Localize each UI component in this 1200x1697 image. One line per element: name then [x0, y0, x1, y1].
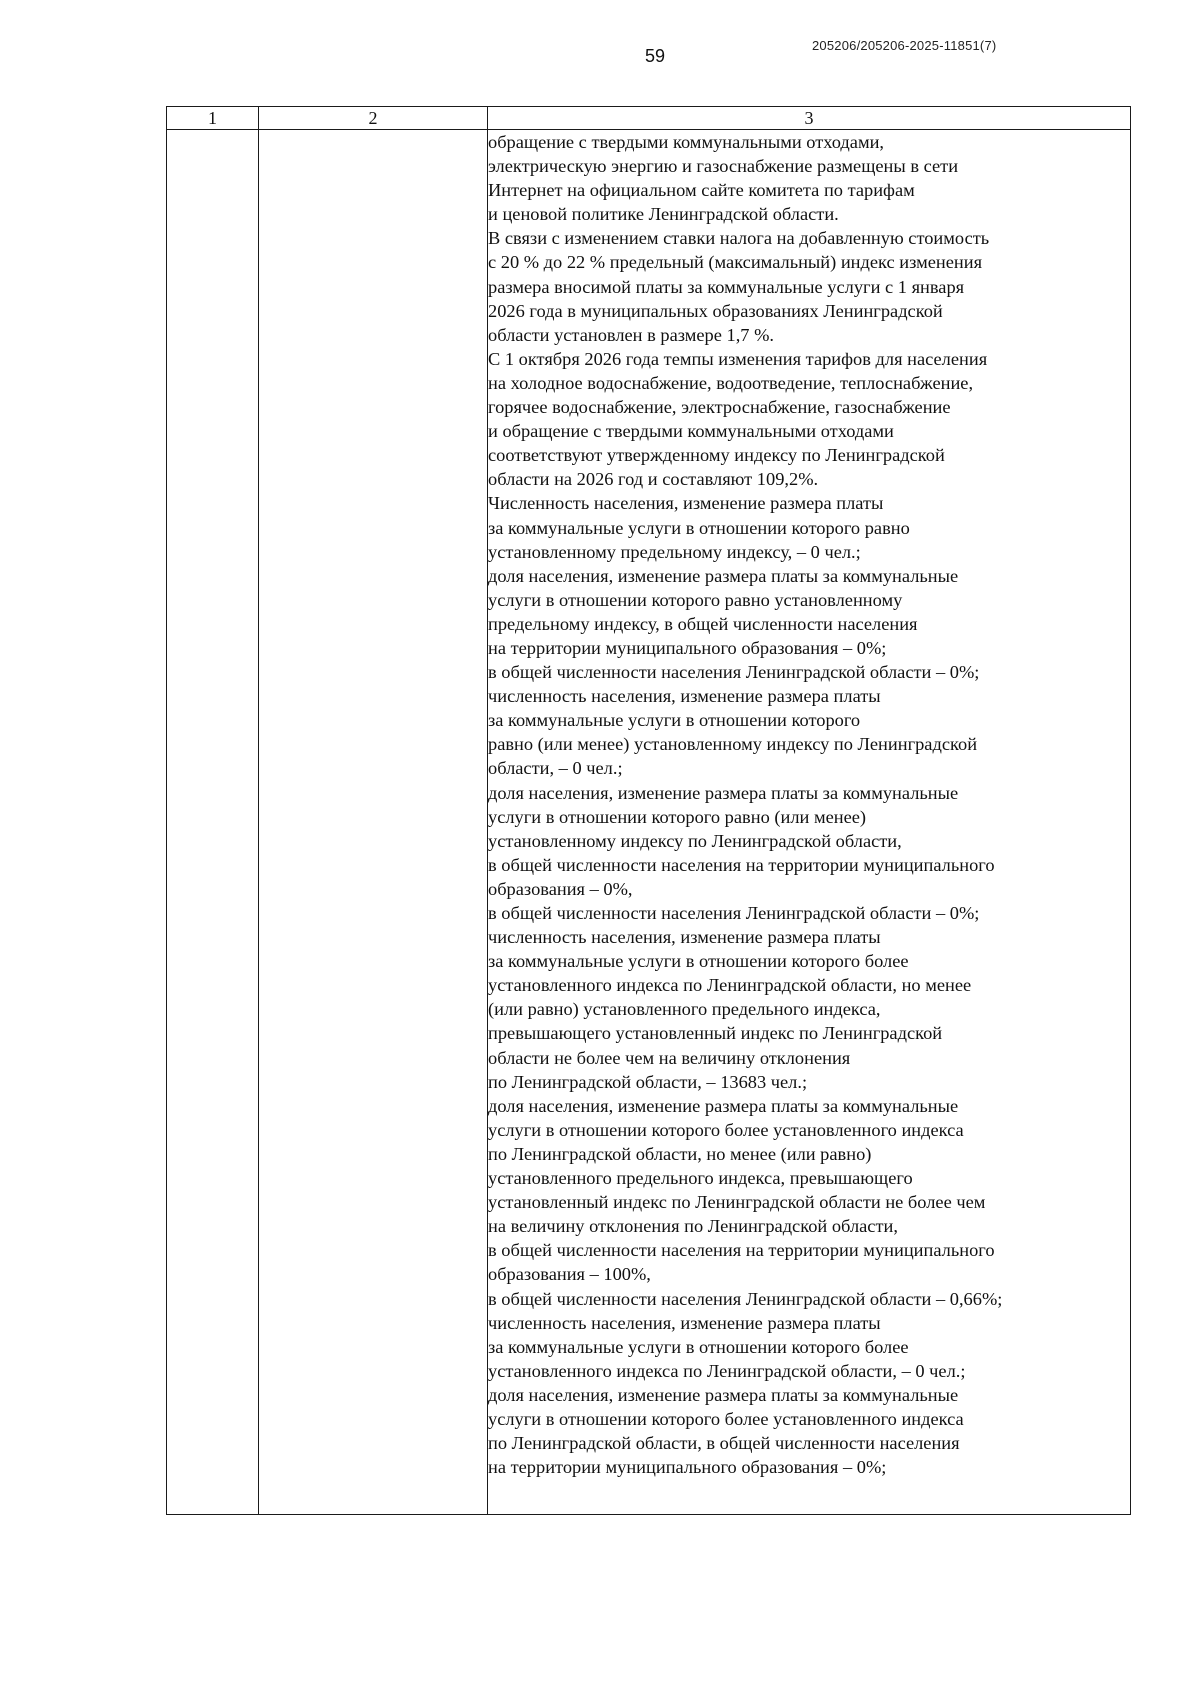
text-line: образования – 100%, [488, 1264, 651, 1285]
text-line: области не более чем на величину отклонения [488, 1047, 851, 1068]
text-line: Численность населения, изменение размера платы [488, 493, 884, 514]
text-line: за коммунальные услуги в отношении которого равно [488, 517, 910, 538]
text-line: В связи с изменением ставки налога на добавленную стоимость [488, 228, 990, 249]
text-line: области на 2026 год и составляют 109,2%. [488, 469, 819, 490]
text-line: установленного предельного индекса, превышающего [488, 1168, 913, 1189]
text-line: доля населения, изменение размера платы за коммунальные [488, 1095, 959, 1116]
text-line: в общей численности населения Ленинградской области – 0,66%; [488, 1288, 1003, 1309]
text-line: превышающего установленный индекс по Ленинградской [488, 1023, 943, 1044]
column-header-3: 3 [488, 107, 1131, 130]
text-line: образования – 0%, [488, 878, 633, 899]
text-line: области, – 0 чел.; [488, 758, 623, 779]
text-line: 2026 года в муниципальных образованиях Ленинградской [488, 300, 943, 321]
cell-column-3 [488, 130, 1131, 1515]
text-line: и обращение с твердыми коммунальными отходами [488, 421, 894, 442]
text-line: на холодное водоснабжение, водоотведение, теплоснабжение, [488, 372, 974, 393]
text-line: С 1 октября 2026 года темпы изменения тарифов для населения [488, 348, 988, 369]
text-line: численность населения, изменение размера платы [488, 686, 881, 707]
text-line: предельному индексу, в общей численности населения [488, 613, 918, 634]
text-line: и ценовой политике Ленинградской области. [488, 204, 839, 225]
text-line: численность населения, изменение размера платы [488, 1312, 881, 1333]
text-line: на территории муниципального образования – 0%; [488, 637, 887, 658]
text-line: установленному индексу по Ленинградской области, [488, 830, 902, 851]
text-line: с 20 % до 22 % предельный (максимальный) индекс изменения [488, 252, 983, 273]
text-line: размера вносимой платы за коммунальные услуги с 1 января [488, 276, 965, 297]
text-line: за коммунальные услуги в отношении которого [488, 710, 861, 731]
text-line: области установлен в размере 1,7 %. [488, 324, 775, 345]
text-line: доля населения, изменение размера платы за коммунальные [488, 1384, 959, 1405]
text-line: равно (или менее) установленному индексу по Ленинградской [488, 734, 978, 755]
text-line: за коммунальные услуги в отношении которого более [488, 1336, 909, 1357]
text-line: доля населения, изменение размера платы за коммунальные [488, 782, 959, 803]
text-line: Интернет на официальном сайте комитета по тарифам [488, 180, 915, 201]
text-line: в общей численности населения на территории муниципального [488, 854, 995, 875]
table-header-row [167, 107, 1131, 130]
cell-column-2 [259, 130, 488, 1515]
text-line: горячее водоснабжение, электроснабжение, газоснабжение [488, 397, 951, 418]
text-line: численность населения, изменение размера платы [488, 927, 881, 948]
text-line: услуги в отношении которого равно (или менее) [488, 806, 867, 827]
cell-column-1 [167, 130, 259, 1515]
text-line: установленный индекс по Ленинградской области не более чем [488, 1192, 986, 1213]
page-number: 59 [644, 46, 666, 66]
text-line: по Ленинградской области, но менее (или равно) [488, 1143, 872, 1164]
text-line: по Ленинградской области, – 13683 чел.; [488, 1071, 808, 1092]
text-line: обращение с твердыми коммунальными отходами, [488, 132, 885, 152]
text-line: услуги в отношении которого более установленного индекса [488, 1408, 964, 1429]
text-line: услуги в отношении которого более установленного индекса [488, 1119, 964, 1140]
content-table [166, 106, 1131, 1515]
document-id: 205206/205206-2025-11851(7) [812, 38, 997, 53]
text-line: на величину отклонения по Ленинградской области, [488, 1216, 898, 1237]
table-row [167, 130, 1131, 1515]
column-3-text [488, 130, 1130, 1479]
text-line: на территории муниципального образования – 0%; [488, 1457, 887, 1478]
text-line: соответствуют утвержденному индексу по Ленинградской [488, 445, 945, 466]
text-line: по Ленинградской области, в общей численности населения [488, 1433, 960, 1454]
text-line: за коммунальные услуги в отношении которого более [488, 951, 909, 972]
column-header-2: 2 [259, 107, 488, 130]
text-line: (или равно) установленного предельного индекса, [488, 999, 881, 1020]
text-line: доля населения, изменение размера платы за коммунальные [488, 565, 959, 586]
text-line: в общей численности населения Ленинградской области – 0%; [488, 903, 980, 923]
text-line: установленному предельному индексу, – 0 чел.; [488, 541, 861, 562]
text-line: установленного индекса по Ленинградской области, но менее [488, 975, 972, 996]
text-line: в общей численности населения на территории муниципального [488, 1240, 995, 1261]
text-line: услуги в отношении которого равно установленному [488, 589, 903, 610]
text-line: в общей численности населения Ленинградской области – 0%; [488, 662, 980, 683]
text-line: электрическую энергию и газоснабжение размещены в сети [488, 156, 959, 177]
text-line: установленного индекса по Ленинградской области, – 0 чел.; [488, 1360, 966, 1381]
column-header-1: 1 [167, 107, 259, 130]
